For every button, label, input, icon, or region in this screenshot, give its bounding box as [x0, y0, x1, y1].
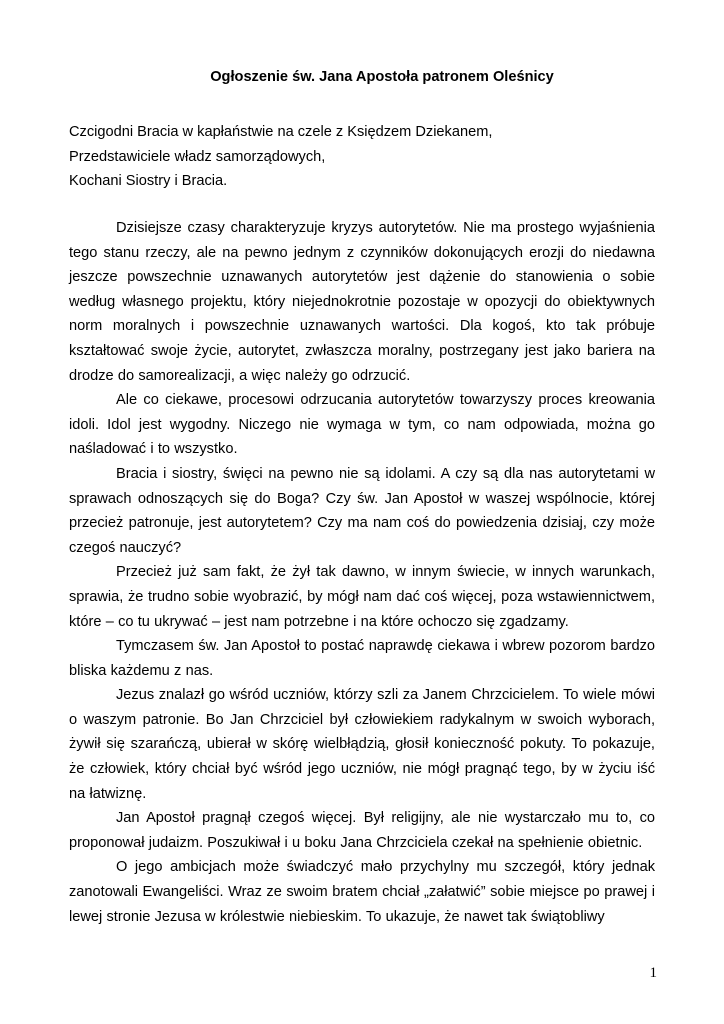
- salutation-line: Czcigodni Bracia w kapłaństwie na czele z Księdzem Dziekanem,: [69, 124, 493, 140]
- salutation-line: Przedstawiciele władz samorządowych,: [69, 148, 326, 165]
- paragraph: Przecież już sam fakt, że żył tak dawno, w innym świecie, w innych warunkach, sprawia, że trudno sobie wyobrazić, by mógł nam dać coś więcej, poza wstawiennictwem, które – co tu ukrywać – jest nam potrzebne i na które ochoczo się zgadzamy.: [69, 564, 655, 630]
- paragraph: Dzisiejsze czasy charakteryzuje kryzys autorytetów. Nie ma prostego wyjaśnienia tego stanu rzeczy, ale na pewno jednym z czynników dokonujących erozji do niedawna jeszcze powszechnie uznawanych autorytetów jest dążenie do stanowienia o sobie według własnego projektu, który niejednokrotnie pozostaje w opozycji do obiektywnych norm moralnych i powszechnie uznawanych wartości. Dla kogoś, kto tak próbuje kształtować swoje życie, autorytet, zwłaszcza moralny, postrzegany jest jako bariera na drodze do samorealizacji, a więc należy go odrzucić.: [69, 220, 655, 384]
- paragraph: Jan Apostoł pragnął czegoś więcej. Był religijny, ale nie wystarczało mu to, co proponował judaizm. Poszukiwał i u boku Jana Chrzciciela czekał na spełnienie obietnic.: [69, 810, 655, 851]
- salutation: [69, 120, 659, 194]
- paragraph: Tymczasem św. Jan Apostoł to postać naprawdę ciekawa i wbrew pozorom bardzo bliska każdemu z nas.: [69, 638, 655, 679]
- paragraph: O jego ambicjach może świadczyć mało przychylny mu szczegół, który jednak zanotowali Ewangeliści. Wraz ze swoim bratem chciał „załatwić” sobie miejsce po prawej i lewej stronie Jezusa w królestwie niebieskim. To ukazuje, że nawet tak świątobliwy: [69, 859, 655, 925]
- paragraph: Bracia i siostry, święci na pewno nie są idolami. A czy są dla nas autorytetami w sprawach odnoszących się do Boga? Czy św. Jan Apostoł w waszej wspólnocie, której przecież patronuje, jest autorytetem? Czy ma nam coś do powiedzenia dzisiaj, czy może czegoś nauczyć?: [69, 465, 655, 556]
- document-title: Ogłoszenie św. Jana Apostoła patronem Oleśnicy: [210, 69, 554, 85]
- salutation-line: Kochani Siostry i Bracia.: [69, 173, 228, 189]
- paragraph: Ale co ciekawe, procesowi odrzucania autorytetów towarzyszy proces kreowania idoli. Idol jest wygodny. Niczego nie wymaga w tym, co nam odpowiada, można go naśladować i to wszystko.: [69, 392, 655, 458]
- document-body: [69, 216, 655, 929]
- paragraph: Jezus znalazł go wśród uczniów, którzy szli za Janem Chrzcicielem. To wiele mówi o waszym patronie. Bo Jan Chrzciciel był człowiekiem radykalnym w swoich wyborach, żywił się szarańczą, ubierał w skórę wielbłądzią, głosił konieczność pokuty. To pokazuje, że człowiek, który chciał być wśród jego uczniów, nie mógł pragnąć tego, by w życiu iść na łatwiznę.: [69, 687, 655, 802]
- page-number: 1: [649, 965, 657, 981]
